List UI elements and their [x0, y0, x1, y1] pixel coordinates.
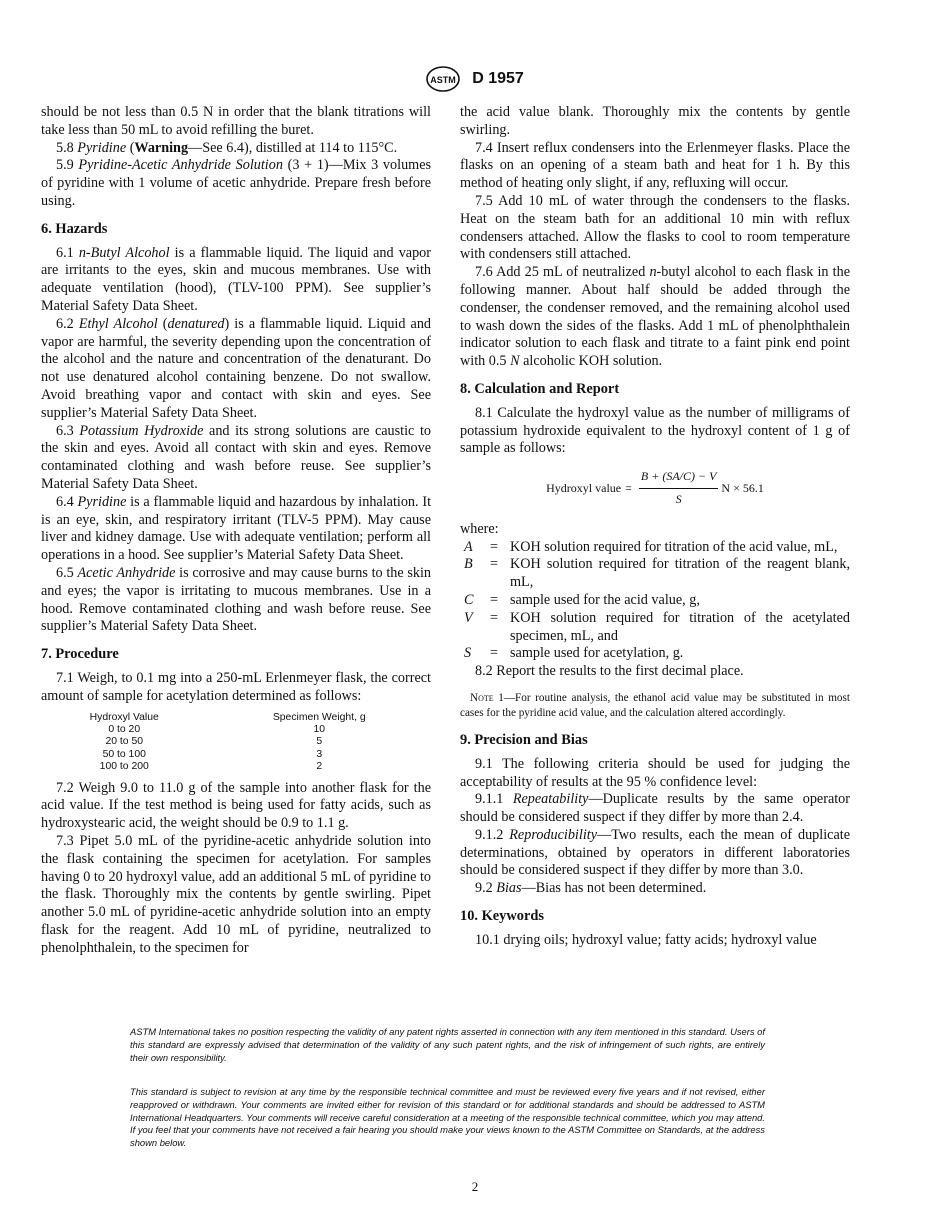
- definition-row: B = KOH solution required for titration of the reagent blank, mL,: [464, 556, 850, 591]
- section-heading-precision: 9. Precision and Bias: [460, 731, 588, 748]
- paragraph-6-4: 6.4 Pyridine is a flammable liquid and hazardous by inhalation. It is an eye, skin, and respiratory irritant (TLV-5 PPM). May cause liver and kidney damage. Use with adequate ventilation; perform all operations in a hood. See supplier’s Material Safety Data Sheet.: [41, 493, 432, 564]
- table-cell: 2: [316, 761, 323, 773]
- paragraph-5-8: 5.8 Pyridine (Warning—See 6.4), distilled at 114 to 115°C.: [56, 139, 398, 156]
- paragraph-5-9: 5.9 Pyridine-Acetic Anhydride Solution (3 + 1)—Mix 3 volumes of pyridine with 1 volume of acetic anhydride. Prepare fresh before using.: [41, 157, 432, 209]
- paragraph-8-1: 8.1 Calculate the hydroxyl value as the number of milligrams of potassium hydroxide equivalent to the hydroxyl content of 1 g of sample as follows:: [460, 404, 850, 457]
- paragraph-6-3: 6.3 Potassium Hydroxide and its strong solutions are caustic to the skin and eyes. Avoid all contact with skin and eyes. Remove contaminated clothing and wash before reuse. See supplier’s Material Safety Data Sheet.: [41, 422, 431, 492]
- table-cell: 10: [313, 723, 326, 735]
- paragraph-6-2: 6.2 Ethyl Alcohol (denatured) is a flammable liquid. Liquid and vapor are harmful, the severity depending upon the concentration of the alcohol and the nature and concentration of the denaturant. Do not use denatured alcohol containing benzene. Do not swallow. Avoid breathing vapor and contact with skin and eyes. See supplier’s Material Safety Data Sheet.: [41, 315, 432, 421]
- paragraph-7-2: 7.2 Weigh 9.0 to 11.0 g of the sample into another flask for the acid value. If the test method is being used for fatty acids, such as hydroxystearic acid, the weight should be 0.9 to 1.1 g.: [41, 779, 431, 832]
- paragraph-8-2: 8.2 Report the results to the first decimal place.: [475, 663, 744, 680]
- page-number: 2: [471, 1179, 479, 1194]
- table-row: [41, 724, 431, 736]
- document-designation: D 1957: [472, 70, 524, 87]
- specimen-weight-table: [41, 712, 431, 774]
- note-1: Note 1—For routine analysis, the ethanol acid value may be substituted in most cases for the pyridine acid value, and the calculation altered accordingly.: [460, 691, 850, 720]
- table-header-cell: Hydroxyl Value: [89, 711, 159, 723]
- page-header: [0, 66, 950, 92]
- paragraph-continued: should be not less than 0.5 N in order that the blank titrations will take less than 50 mL to avoid refilling the buret.: [41, 104, 431, 138]
- table-row: [41, 736, 431, 748]
- table-header-row: [41, 712, 431, 724]
- table-cell: 3: [316, 748, 323, 760]
- table-row: [41, 761, 431, 773]
- patent-disclaimer: ASTM International takes no position respecting the validity of any patent rights asserted in connection with any item mentioned in this standard. Users of this standard are expressly advised that determination of the validity of any such patent rights, and the risk of infringement of such rights, are entirely their own responsibility.: [130, 1026, 765, 1063]
- paragraph-6-5: 6.5 Acetic Anhydride is corrosive and may cause burns to the skin and eyes; the vapor is irritating to mucous membranes. Use in a hood. Remove contaminated clothing and wash before reuse. See supplier’s Material Safety Data Sheet.: [41, 564, 432, 635]
- paragraph-7-6: 7.6 Add 25 mL of neutralized n-butyl alcohol to each flask in the following manner. About half should be added through the condenser, the condenser removed, and the remaining alcohol used to wash down the sides of the flasks. Add 1 mL of phenolphthalein indicator solution to each flask and titrate to a faint pink end point with 0.5 N alcoholic KOH solution.: [460, 264, 850, 370]
- formula-lhs: Hydroxyl value: [546, 480, 622, 495]
- formula-fraction: [639, 468, 719, 509]
- paragraph-9-1: 9.1 The following criteria should be used for judging the acceptability of results at the 95 % confidence level:: [460, 755, 850, 790]
- definition-row: C = sample used for the acid value, g,: [464, 591, 700, 608]
- formula-numerator: B + (SA/C) − V: [639, 468, 719, 489]
- paragraph-9-2: 9.2 Bias—Bias has not been determined.: [475, 880, 707, 897]
- astm-logo: [426, 66, 460, 92]
- paragraph-10-1: 10.1 drying oils; hydroxyl value; fatty acids; hydroxyl value: [475, 931, 817, 948]
- right-column: [460, 104, 850, 950]
- paragraph-7-3: 7.3 Pipet 5.0 mL of the pyridine-acetic anhydride solution into the flask containing the specimen for acetylation. For samples having 0 to 20 hydroxyl value, add an additional 5 mL of pyridine to the flask. Thoroughly mix the contents by gentle swirling. Pipet another 5.0 mL of pyridine-acetic anhydride solution into an empty flask for the reagent. Add 10 mL of pyridine, neutralized to phenolphthalein, to the specimen for: [41, 832, 431, 956]
- paragraph-continued: the acid value blank. Thoroughly mix the contents by gentle swirling.: [460, 104, 850, 138]
- paragraph-7-1: 7.1 Weigh, to 0.1 mg into a 250-mL Erlenmeyer flask, the correct amount of sample for acetylation determined as follows:: [41, 669, 431, 704]
- definition-row: A = KOH solution required for titration of the acid value, mL,: [464, 538, 838, 555]
- paragraph-6-1: 6.1 n-Butyl Alcohol is a flammable liquid. The liquid and vapor are irritants to the eyes, skin and mucous membranes. Use with adequate ventilation (hood), (TLV-100 PPM). See supplier’s Material Safety Data Sheet.: [41, 244, 432, 314]
- left-column: [41, 104, 431, 958]
- definition-row: V = KOH solution required for titration of the acetylated specimen, mL, and: [464, 609, 850, 644]
- table-cell: 100 to 200: [99, 761, 149, 773]
- paragraph-7-4: 7.4 Insert reflux condensers into the Erlenmeyer flasks. Place the flasks on an opening of a steam bath and heat for 1 h. By this method of heating only slight, if any, refluxing will occur.: [460, 139, 850, 192]
- formula-rhs: N × 56.1: [721, 480, 764, 495]
- section-heading-procedure: 7. Procedure: [41, 646, 119, 663]
- table-cell: 5: [316, 736, 323, 748]
- table-cell: 50 to 100: [102, 748, 146, 760]
- table-row: [41, 749, 431, 761]
- formula-equals: =: [625, 480, 632, 495]
- section-heading-keywords: 10. Keywords: [460, 908, 544, 925]
- revision-notice: This standard is subject to revision at any time by the responsible technical committee and must be reviewed every five years and if not revised, either reapproved or withdrawn. Your comments are invited either for revision of this standard or for additional standards and should be addressed to ASTM International Headquarters. Your comments will receive careful consideration at a meeting of the responsible technical committee, which you may attend. If you feel that your comments have not received a fair hearing you should make your views known to the ASTM Committee on Standards, at the address shown below.: [130, 1086, 765, 1149]
- table-cell: 20 to 50: [105, 736, 144, 748]
- table-cell: 0 to 20: [108, 723, 141, 735]
- variable-definitions: [460, 539, 850, 664]
- where-label: where:: [460, 520, 499, 537]
- svg-text:ASTM: ASTM: [430, 75, 456, 85]
- formula-denominator: S: [675, 491, 682, 506]
- section-heading-calculation: 8. Calculation and Report: [460, 380, 620, 397]
- paragraph-9-1-2: 9.1.2 Reproducibility—Two results, each the mean of duplicate determinations, obtained by operators in different laboratories should be considered suspect if they differ by more than 3.0.: [460, 826, 850, 879]
- hydroxyl-formula: [460, 468, 850, 509]
- definition-row: S = sample used for acetylation, g.: [464, 645, 684, 662]
- table-header-cell: Specimen Weight, g: [272, 711, 366, 723]
- section-heading-hazards: 6. Hazards: [41, 220, 108, 237]
- paragraph-7-5: 7.5 Add 10 mL of water through the condensers to the flasks. Heat on the steam bath for an additional 10 min with reflux condensers attached. Allow the flasks to cool to room temperature with condensers still attached.: [460, 192, 850, 263]
- paragraph-9-1-1: 9.1.1 Repeatability—Duplicate results by the same operator should be considered suspect if they differ by more than 2.4.: [460, 791, 851, 826]
